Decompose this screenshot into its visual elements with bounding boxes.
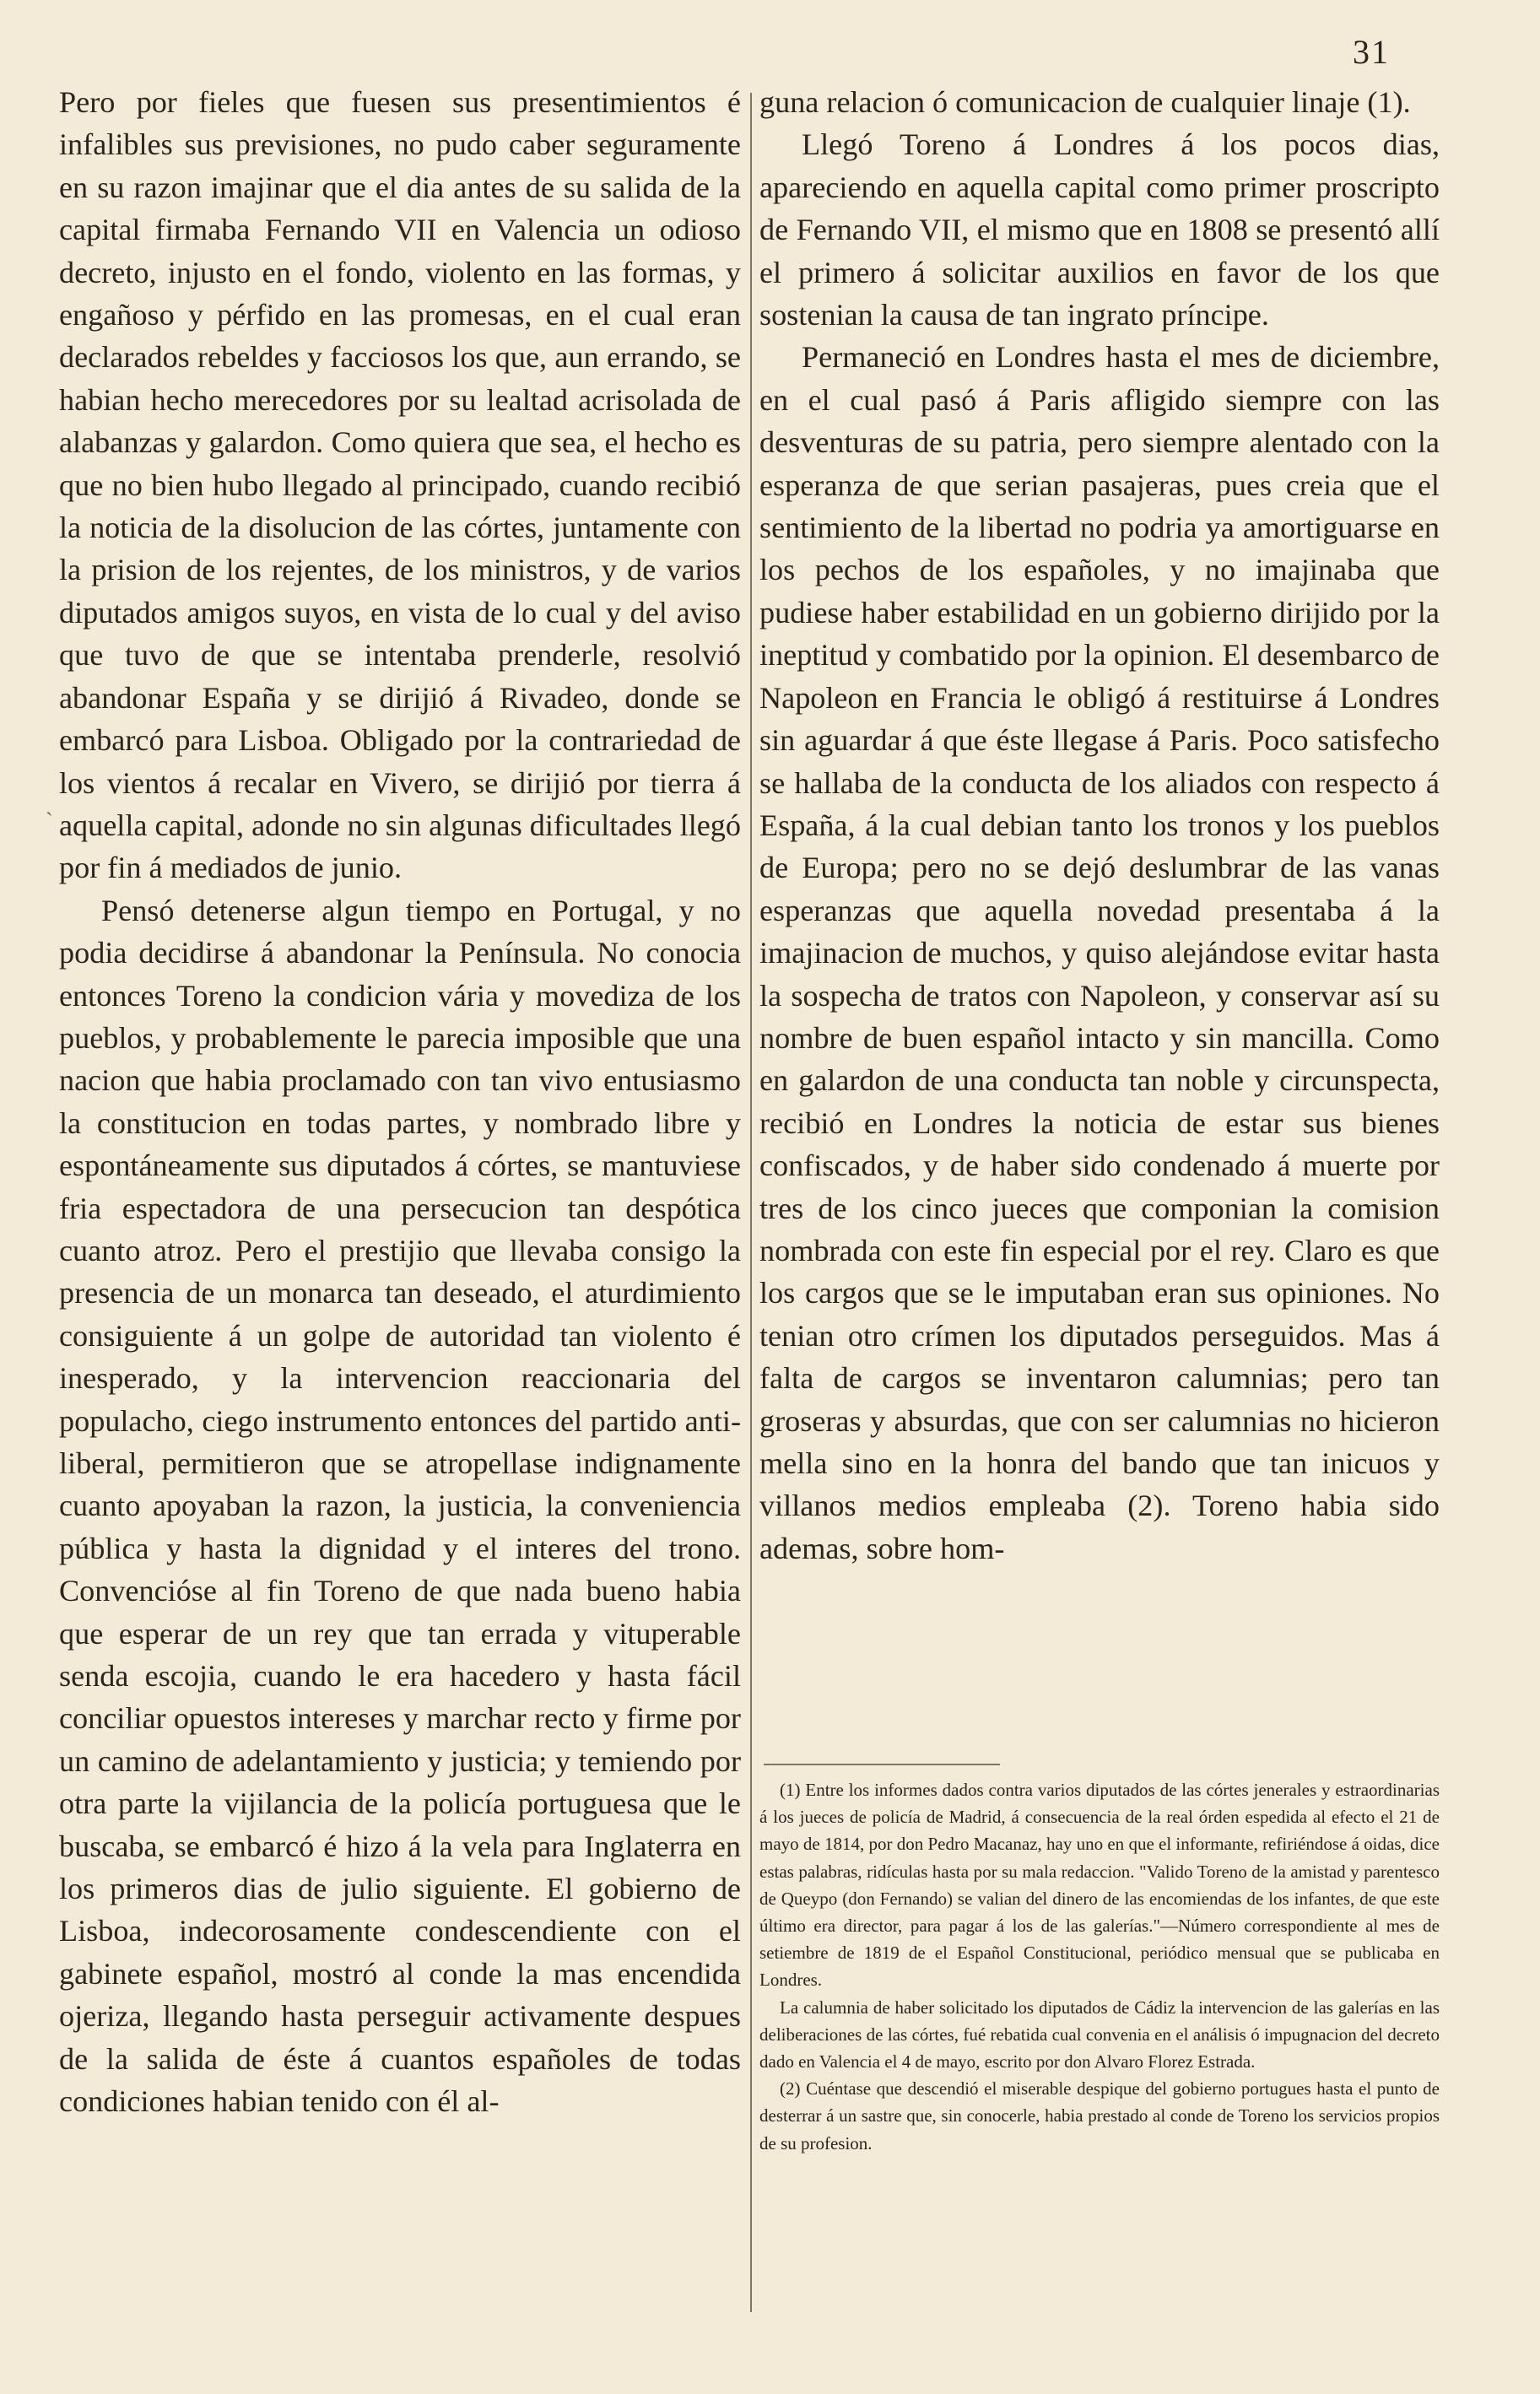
right-paragraph-2: Llegó Toreno á Londres á los pocos dias, apareciendo en aquella capital como primer proscripto de Fernando VII, el mismo que en 1808 se presentó allí el primero á solicitar auxilios en favor de los que sostenian la causa de tan ingrato príncipe.	[759, 127, 1440, 332]
footnote-2: (2) Cuéntase que descendió el miserable despique del gobierno portugues hasta el punto de desterrar á un sastre que, sin conocerle, habia prestado al conde de Toreno los servicios propios de su profesion.	[759, 2078, 1440, 2154]
footnote-1-continuation: La calumnia de haber solicitado los diputados de Cádiz la intervencion de las galerías en las deliberaciones de las córtes, fué rebatida cual convenia en el análisis ó impugnacion del decreto dado en Valencia el 4 de mayo, escrito por don Alvaro Florez Estrada.	[759, 1997, 1440, 2072]
page-number: 31	[1353, 33, 1390, 71]
column-divider	[750, 93, 752, 2312]
left-paragraph-2: Pensó detenerse algun tiempo en Portugal, y no podia decidirse á abandonar la Península. No conocia entonces Toreno la condicion vária y movediza de los pueblos, y probablemente le parecia imposible que una nacion que habia proclamado con tan vivo entusiasmo la constitucion en todas partes, y nombrado libre y espontáneamente sus diputados á córtes, se mantuviese fria espectadora de una persecucion tan despótica cuanto atroz. Pero el prestijio que llevaba consigo la presencia de un monarca tan deseado, el aturdimiento consiguiente á un golpe de autoridad tan violento é inesperado, y la intervencion reaccionaria del populacho, ciego instrumento entonces del partido anti-liberal, permitieron que se atropellase indignamente cuanto apoyaban la razon, la justicia, la conveniencia pública y hasta la dignidad y el interes del trono. Convencióse al fin Toreno de que nada bueno habia que esperar de un rey que tan errada y vituperable senda escojia, cuando le era hacedero y hasta fácil conciliar opuestos intereses y marchar recto y firme por un camino de adelantamiento y justicia; y temiendo por otra parte la vijilancia de la policía portuguesa que le buscaba, se embarcó é hizo á la vela para Inglaterra en los primeros dias de julio siguiente. El gobierno de Lisboa, indecorosamente condescendiente con el gabinete español, mostró al conde la mas encendida ojeriza, llegando hasta perseguir activamente despues de la salida de éste á cuantos españoles de todas condiciones habian tenido con él al-	[59, 893, 741, 2119]
footnotes	[759, 1776, 1440, 2157]
right-column	[759, 81, 1440, 1570]
left-paragraph-1: Pero por fieles que fuesen sus presentimientos é infalibles sus previsiones, no pudo caber seguramente en su razon imajinar que el dia antes de su salida de la capital firmaba Fernando VII en Valencia un odioso decreto, injusto en el fondo, violento en las formas, y engañoso y pérfido en las promesas, en el cual eran declarados rebeldes y facciosos los que, aun errando, se habian hecho merecedores por su lealtad acrisolada de alabanzas y galardon. Como quiera que sea, el hecho es que no bien hubo llegado al principado, cuando recibió la noticia de la disolucion de las córtes, juntamente con la prision de los rejentes, de los ministros, y de varios diputados amigos suyos, en vista de lo cual y del aviso que tuvo de que se intentaba prenderle, resolvió abandonar España y se dirijió á Rivadeo, donde se embarcó para Lisboa. Obligado por la contrariedad de los vientos á recalar en Vivero, se dirijió por tierra á aquella capital, adonde no sin algunas dificultades llegó por fin á mediados de junio.	[59, 85, 741, 885]
footnote-1: (1) Entre los informes dados contra varios diputados de las córtes jenerales y estraordinarias á los jueces de policía de Madrid, á consecuencia de la real órden espedida al efecto el 21 de mayo de 1814, por don Pedro Macanaz, hay uno en que el informante, refiriéndose á oidas, dice estas palabras, ridículas hasta por su mala redaccion. "Valido Toreno de la amistad y parentesco de Queypo (don Fernando) se valian del dinero de las encomiendas de los infantes, de que este último era director, para pagar á los de las galerías."—Número correspondiente al mes de setiembre de 1819 de el Español Constitucional, periódico mensual que se publicaba en Londres.	[759, 1780, 1440, 1991]
left-column	[59, 81, 741, 2123]
footnote-divider	[764, 1764, 1000, 1765]
margin-mark: `	[46, 808, 53, 833]
right-paragraph-1: guna relacion ó comunicacion de cualquier linaje (1).	[759, 85, 1411, 119]
right-paragraph-3: Permaneció en Londres hasta el mes de diciembre, en el cual pasó á Paris afligido siempre con las desventuras de su patria, pero siempre alentado con la esperanza de que serian pasajeras, pues creia que el sentimiento de la libertad no podria ya amortiguarse en los pechos de los españoles, y no imajinaba que pudiese haber estabilidad en un gobierno dirijido por la ineptitud y combatido por la opinion. El desembarco de Napoleon en Francia le obligó á restituirse á Londres sin aguardar á que éste llegase á Paris. Poco satisfecho se hallaba de la conducta de los aliados con respecto á España, á la cual debian tanto los tronos y los pueblos de Europa; pero no se dejó deslumbrar de las vanas esperanzas que aquella novedad presentaba á la imajinacion de muchos, y quiso alejándose evitar hasta la sospecha de tratos con Napoleon, y conservar así su nombre de buen español intacto y sin mancilla. Como en galardon de una conducta tan noble y circunspecta, recibió en Londres la noticia de estar sus bienes confiscados, y de haber sido condenado á muerte por tres de los cinco jueces que componian la comision nombrada con este fin especial por el rey. Claro es que los cargos que se le imputaban eran sus opiniones. No tenian otro crímen los diputados perseguidos. Mas á falta de cargos se inventaron calumnias; pero tan groseras y absurdas, que con ser calumnias no hicieron mella sino en la honra del bando que tan inicuos y villanos medios empleaba (2). Toreno habia sido ademas, sobre hom-	[759, 340, 1440, 1565]
